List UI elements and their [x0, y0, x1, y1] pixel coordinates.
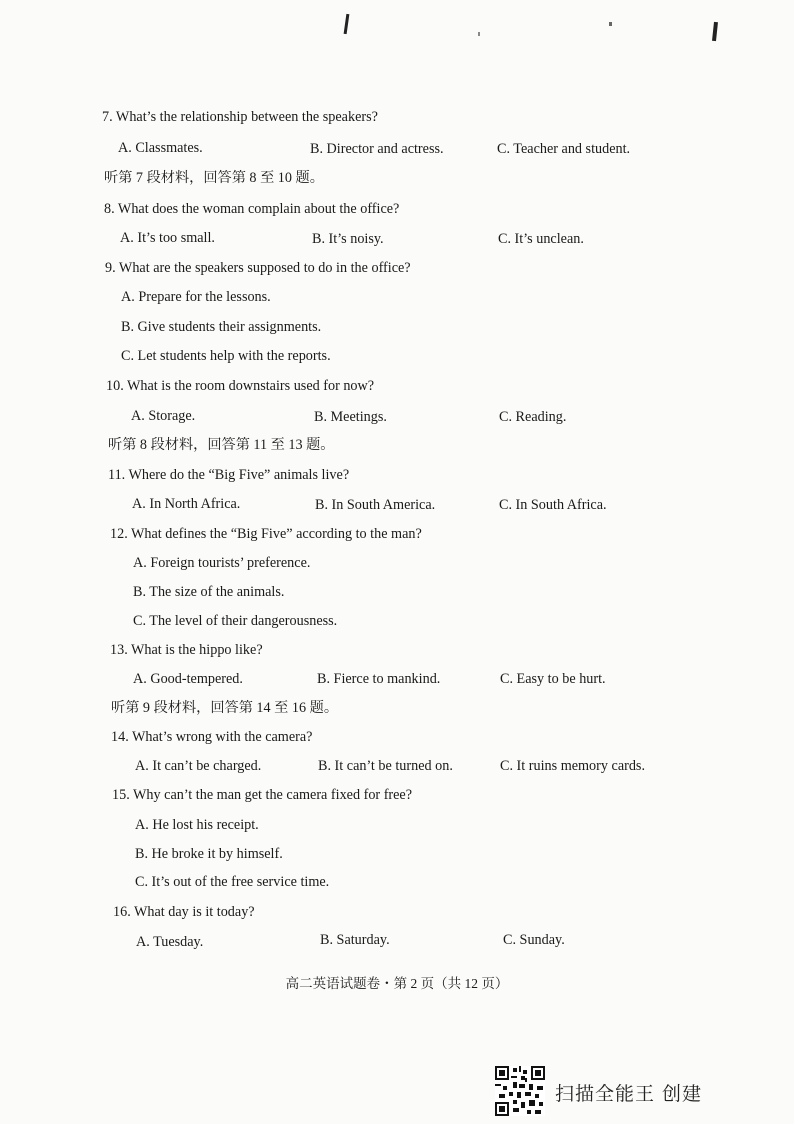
option-b: B. Director and actress.	[310, 141, 444, 157]
option-c: C. It’s unclean.	[498, 231, 584, 247]
page-footer: 高二英语试题卷・第 2 页（共 12 页）	[285, 976, 509, 991]
option-b: B. It can’t be turned on.	[318, 758, 453, 774]
question-stem: 16. What day is it today?	[113, 904, 255, 920]
option-a: A. It can’t be charged.	[135, 758, 262, 774]
option-a: A. Foreign tourists’ preference.	[133, 555, 311, 571]
question-stem: 11. Where do the “Big Five” animals live?	[108, 467, 350, 483]
option-a: A. In North Africa.	[132, 496, 241, 512]
option-b: B. The size of the animals.	[133, 584, 285, 600]
option-b: B. In South America.	[315, 497, 436, 513]
option-c: C. Sunday.	[503, 932, 565, 948]
option-c: C. Teacher and student.	[497, 141, 631, 157]
option-b: B. It’s noisy.	[312, 231, 384, 247]
section-heading: 听第 7 段材料，回答第 8 至 10 题。	[104, 170, 324, 186]
option-a: A. Prepare for the lessons.	[121, 289, 271, 305]
option-c: C. In South Africa.	[499, 497, 607, 513]
option-b: B. Meetings.	[314, 409, 387, 425]
option-a: A. Storage.	[131, 408, 196, 424]
option-c: C. Reading.	[499, 409, 567, 425]
qr-code-icon	[495, 1066, 545, 1116]
scanner-watermark	[495, 1066, 735, 1118]
option-a: A. It’s too small.	[120, 230, 215, 246]
question-stem: 15. Why can’t the man get the camera fixed for free?	[112, 787, 413, 803]
question-stem: 9. What are the speakers supposed to do in the office?	[105, 260, 411, 276]
option-a: A. Classmates.	[118, 140, 203, 156]
question-stem: 7. What’s the relationship between the speakers?	[102, 109, 378, 125]
scan-mark	[609, 22, 612, 26]
question-stem: 12. What defines the “Big Five” according to the man?	[110, 526, 422, 542]
scan-mark	[712, 22, 718, 41]
option-c: C. The level of their dangerousness.	[133, 613, 338, 629]
option-a: A. He lost his receipt.	[135, 817, 259, 833]
question-stem: 10. What is the room downstairs used for now?	[106, 378, 375, 394]
option-b: B. He broke it by himself.	[135, 846, 283, 862]
option-b: B. Saturday.	[320, 932, 390, 948]
option-c: C. It’s out of the free service time.	[135, 874, 330, 890]
option-b: B. Give students their assignments.	[121, 319, 322, 335]
scan-mark	[478, 32, 480, 36]
question-stem: 14. What’s wrong with the camera?	[111, 729, 313, 745]
option-b: B. Fierce to mankind.	[317, 671, 441, 687]
option-c: C. Easy to be hurt.	[500, 671, 606, 687]
option-c: C. Let students help with the reports.	[121, 348, 331, 364]
option-a: A. Good-tempered.	[133, 671, 243, 687]
question-stem: 13. What is the hippo like?	[110, 642, 263, 658]
scan-mark	[344, 14, 350, 34]
question-stem: 8. What does the woman complain about the office?	[104, 201, 400, 217]
scanner-caption: 扫描全能王 创建	[555, 1083, 703, 1105]
option-c: C. It ruins memory cards.	[500, 758, 645, 774]
section-heading: 听第 9 段材料，回答第 14 至 16 题。	[111, 700, 339, 716]
option-a: A. Tuesday.	[136, 934, 204, 950]
section-heading: 听第 8 段材料，回答第 11 至 13 题。	[108, 437, 335, 453]
